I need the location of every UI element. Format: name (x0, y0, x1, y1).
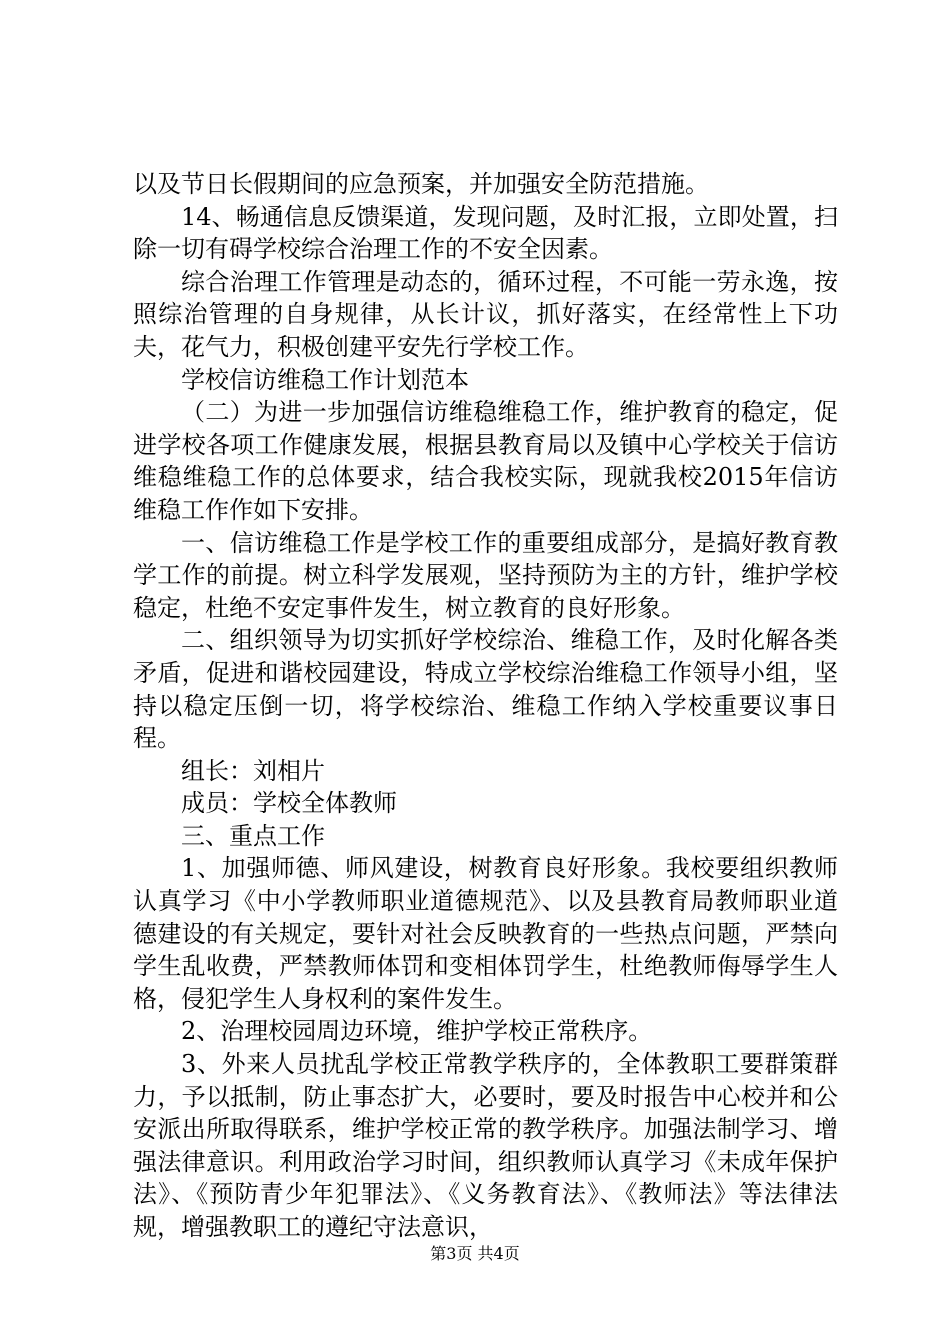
paragraph-12: 2、治理校园周边环境，维护学校正常秩序。 (181, 1017, 653, 1046)
paragraph-2: 14、畅通信息反馈渠道，发现问题，及时汇报，立即处置，扫除一切有碍学校综合治理工作的不安全因素。 (133, 202, 838, 264)
page-number-footer: 第3页 共4页 (430, 1244, 520, 1263)
section-heading: 学校信访维稳工作计划范本 (181, 365, 469, 394)
paragraph-7: 二、组织领导为切实抓好学校综治、维稳工作，及时化解各类矛盾，促进和谐校园建设，特成立学校综治维稳工作领导小组，坚持以稳定压倒一切，将学校综治、维稳工作纳入学校重要议事日程。 (133, 626, 838, 753)
paragraph-3: 综合治理工作管理是动态的，循环过程，不可能一劳永逸，按照综治管理的自身规律，从长计议，抓好落实，在经常性上下功夫，花气力，积极创建平安先行学校工作。 (133, 267, 838, 361)
group-members: 成员：学校全体教师 (181, 789, 397, 818)
paragraph-5: （二）为进一步加强信访维稳维稳工作，维护教育的稳定，促进学校各项工作健康发展，根据县教育局以及镇中心学校关于信访维稳维稳工作的总体要求，结合我校实际，现就我校2015年信访维稳工作作如下安排。 (133, 398, 838, 524)
paragraph-1: 以及节日长假期间的应急预案，并加强安全防范措施。 (133, 170, 709, 198)
document-body (133, 168, 838, 1244)
paragraph-6: 一、信访维稳工作是学校工作的重要组成部分，是搞好教育教学工作的前提。树立科学发展观，坚持预防为主的方针，维护学校稳定，杜绝不安定事件发生，树立教育的良好形象。 (133, 528, 838, 622)
paragraph-11: 1、加强师德、师风建设，树教育良好形象。我校要组织教师认真学习《中小学教师职业道德规范》、以及县教育局教师职业道德建设的有关规定，要针对社会反映教育的一些热点问题，严禁向学生乱收费，严禁教师体罚和变相体罚学生，杜绝教师侮辱学生人格，侵犯学生人身权利的案件发生。 (133, 854, 838, 1013)
paragraph-13: 3、外来人员扰乱学校正常教学秩序的，全体教职工要群策群力，予以抵制，防止事态扩大，必要时，要及时报告中心校并和公安派出所取得联系，维护学校正常的教学秩序。加强法制学习、增强法律意识。利用政治学习时间，组织教师认真学习《未成年保护法》、《预防青少年犯罪法》、《义务教育法》、《教师法》等法律法规，增强教职工的遵纪守法意识， (133, 1050, 838, 1241)
key-work-heading: 三、重点工作 (181, 821, 325, 850)
group-leader: 组长：刘相片 (181, 756, 325, 785)
